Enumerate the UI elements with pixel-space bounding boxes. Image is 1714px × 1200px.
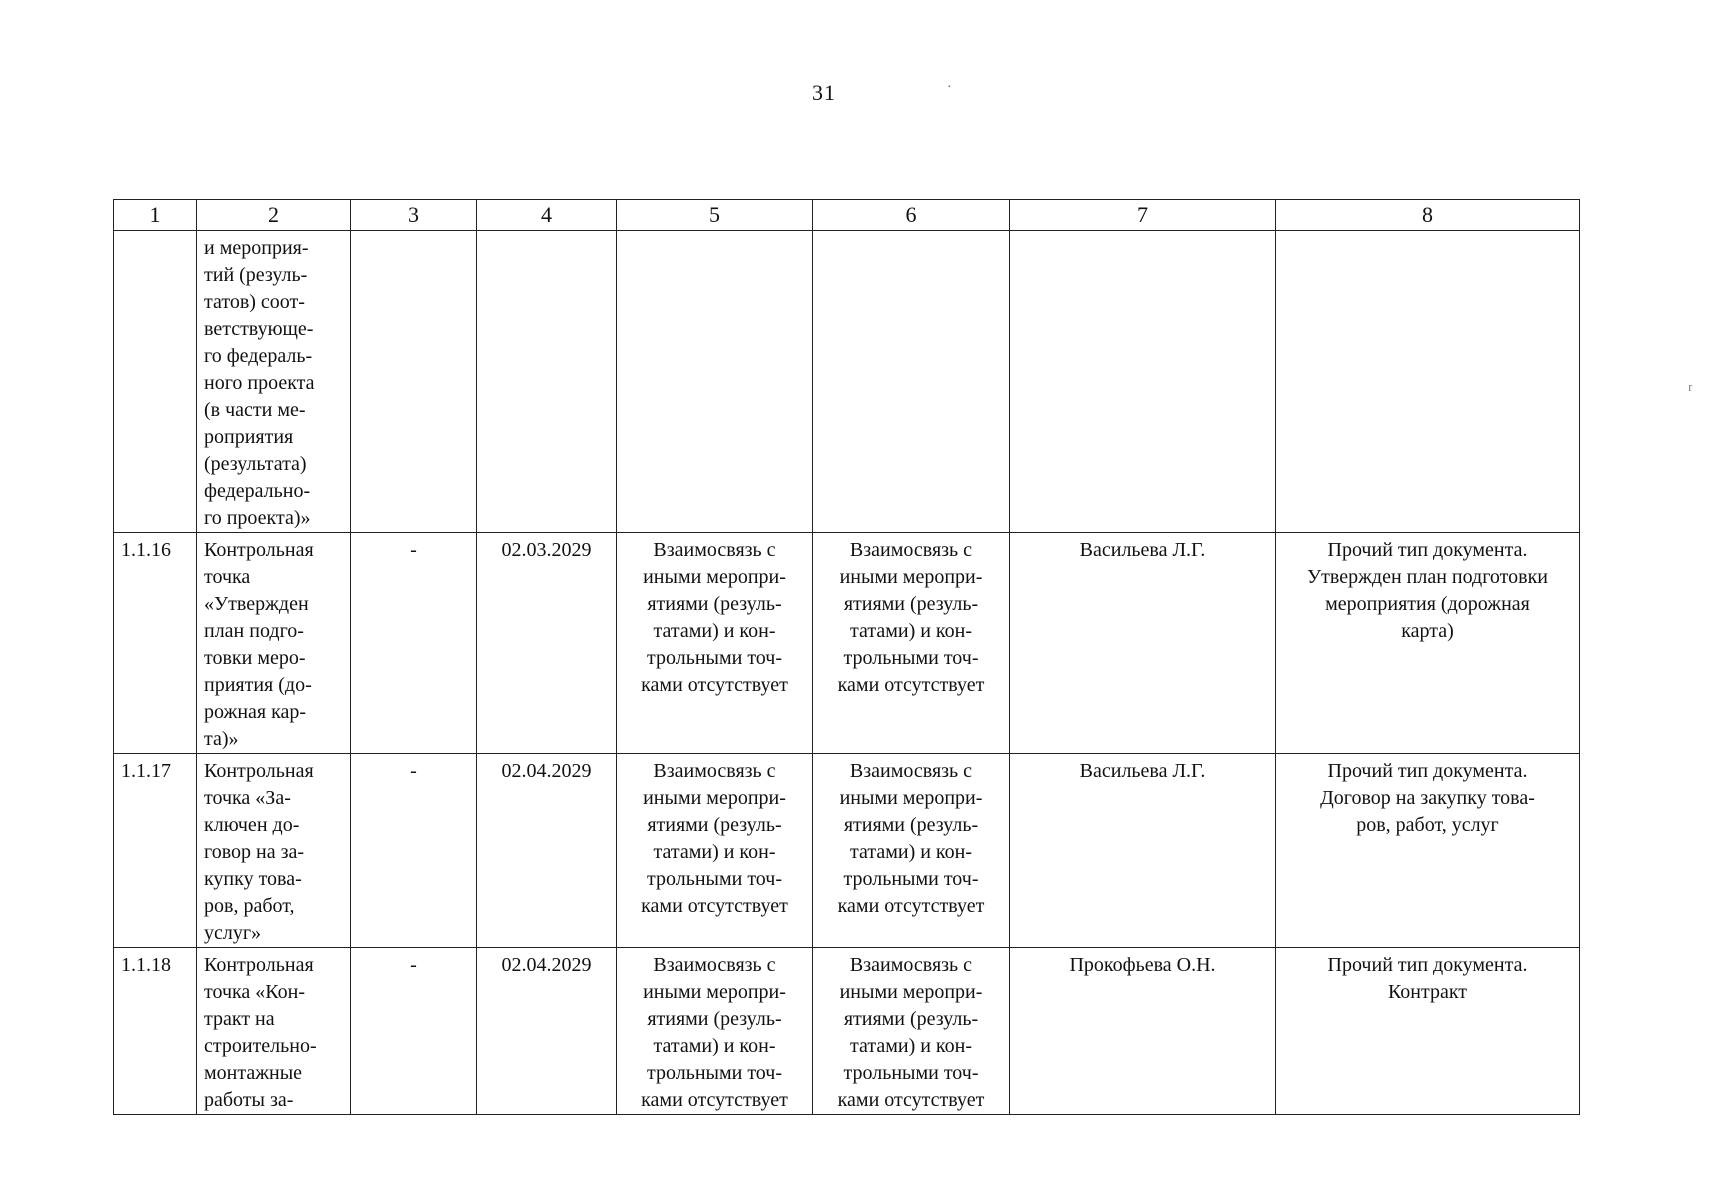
text-line: иными меропри- — [643, 787, 786, 809]
cell-responsible: Прокофьева О.Н. — [1010, 948, 1276, 1115]
cell-num — [114, 231, 197, 533]
text-line: (результата) — [204, 453, 307, 475]
text-line: роприятия — [204, 426, 294, 448]
text-line: приятия (до- — [204, 674, 312, 696]
header-cell-6: 6 — [813, 200, 1010, 231]
text-line: Контракт — [1387, 981, 1468, 1003]
text-line: Прочий тип документа. — [1327, 760, 1528, 782]
text-line: «Утвержден — [204, 593, 309, 615]
text-line: ного проекта — [204, 372, 315, 394]
text-line: ятиями (резуль- — [647, 1008, 782, 1030]
table-row — [114, 948, 1580, 1115]
cell-document — [1276, 948, 1580, 1115]
text-line: го федераль- — [204, 345, 313, 367]
text-line: ками отсутствует — [837, 1089, 985, 1111]
text-line: ятиями (резуль- — [647, 593, 782, 615]
header-row — [114, 200, 1580, 231]
text-line: Утвержден план подготовки — [1306, 566, 1549, 588]
text-line: татами) и кон- — [850, 841, 972, 863]
text-line: (в части ме- — [204, 399, 306, 421]
cell-name — [197, 533, 351, 754]
text-line: ров, работ, — [204, 895, 295, 917]
text-line: ками отсутствует — [641, 895, 788, 917]
text-line: Взаимосвязь с — [653, 539, 776, 561]
text-line: товки меро- — [204, 647, 306, 669]
text-line: иными меропри- — [839, 787, 983, 809]
text-line: иными меропри- — [839, 566, 983, 588]
cell-date: 02.04.2029 — [477, 754, 617, 948]
text-line: федерально- — [204, 480, 311, 502]
text-line: Взаимосвязь с — [849, 760, 973, 782]
text-line: иными меропри- — [643, 566, 786, 588]
cell-name — [197, 948, 351, 1115]
cell-col6 — [813, 754, 1010, 948]
cell-num: 1.1.16 — [114, 533, 197, 754]
text-line: Взаимосвязь с — [653, 760, 776, 782]
header-cell-7: 7 — [1010, 200, 1276, 231]
text-line: Прочий тип документа. — [1327, 954, 1528, 976]
text-line: трольными точ- — [843, 868, 979, 890]
table-row — [114, 754, 1580, 948]
text-line: та)» — [204, 728, 239, 750]
text-line: трольными точ- — [647, 868, 782, 890]
cell-responsible: Васильева Л.Г. — [1010, 533, 1276, 754]
header-cell-3: 3 — [351, 200, 477, 231]
text-line: го проекта)» — [204, 507, 311, 529]
text-line: Договор на закупку това- — [1320, 787, 1535, 809]
table-row-continuation — [114, 231, 1580, 533]
text-line: ров, работ, услуг — [1356, 814, 1499, 836]
text-line: Прочий тип документа. — [1327, 539, 1528, 561]
cell-date: 02.03.2029 — [477, 533, 617, 754]
cell-num: 1.1.17 — [114, 754, 197, 948]
text-line: иными меропри- — [643, 981, 786, 1003]
table-row — [114, 533, 1580, 754]
text-line: Взаимосвязь с — [849, 954, 973, 976]
text-line: карта) — [1401, 620, 1454, 642]
scan-speck: · — [947, 80, 952, 95]
text-line: татами) и кон- — [850, 1035, 972, 1057]
cell-responsible — [1010, 231, 1276, 533]
text-line: точка «За- — [204, 787, 291, 809]
cell-col6 — [813, 533, 1010, 754]
text-line: и мероприя- — [204, 237, 309, 259]
cell-date — [477, 231, 617, 533]
text-line: ятиями (резуль- — [647, 814, 782, 836]
text-line: точка — [204, 566, 251, 588]
header-cell-5: 5 — [617, 200, 813, 231]
plan-table — [113, 199, 1580, 1115]
text-line: план подго- — [204, 620, 304, 642]
cell-col6 — [813, 231, 1010, 533]
text-line: Контрольная — [204, 760, 314, 782]
text-line: Взаимосвязь с — [849, 539, 973, 561]
cell-date: 02.04.2029 — [477, 948, 617, 1115]
text-line: ками отсутствует — [837, 674, 985, 696]
cell-col3 — [351, 231, 477, 533]
cell-col3: - — [351, 948, 477, 1115]
text-line: ятиями (резуль- — [843, 593, 979, 615]
scan-mark: ᵣ — [1688, 372, 1693, 394]
text-line: строительно- — [204, 1035, 317, 1057]
text-line: татами) и кон- — [850, 620, 972, 642]
page-number: 31 — [812, 80, 836, 105]
text-line: иными меропри- — [839, 981, 983, 1003]
text-line: услуг» — [204, 922, 262, 944]
cell-document — [1276, 533, 1580, 754]
cell-col3: - — [351, 754, 477, 948]
header-cell-2: 2 — [197, 200, 351, 231]
text-line: говор на за- — [204, 841, 305, 863]
cell-col5 — [617, 754, 813, 948]
header-cell-1: 1 — [114, 200, 197, 231]
text-line: ятиями (резуль- — [843, 814, 979, 836]
cell-num: 1.1.18 — [114, 948, 197, 1115]
cell-col3: - — [351, 533, 477, 754]
text-line: монтажные — [204, 1062, 303, 1084]
text-line: трольными точ- — [647, 647, 782, 669]
cell-responsible: Васильева Л.Г. — [1010, 754, 1276, 948]
cell-name — [197, 754, 351, 948]
text-line: ками отсутствует — [837, 895, 985, 917]
text-line: татов) соот- — [204, 291, 305, 313]
cell-document — [1276, 231, 1580, 533]
cell-col5 — [617, 948, 813, 1115]
text-line: мероприятия (дорожная — [1325, 593, 1530, 615]
text-line: татами) и кон- — [653, 620, 776, 642]
text-line: трольными точ- — [843, 1062, 979, 1084]
text-line: Контрольная — [204, 954, 314, 976]
header-cell-4: 4 — [477, 200, 617, 231]
text-line: тий (резуль- — [204, 264, 308, 286]
text-line: ками отсутствует — [641, 674, 788, 696]
text-line: купку това- — [204, 868, 302, 890]
text-line: работы за- — [204, 1089, 294, 1111]
cell-col5 — [617, 533, 813, 754]
text-line: Взаимосвязь с — [653, 954, 776, 976]
text-line: ятиями (резуль- — [843, 1008, 979, 1030]
text-line: Контрольная — [204, 539, 314, 561]
cell-name — [197, 231, 351, 533]
text-line: ветствующе- — [204, 318, 314, 340]
text-line: татами) и кон- — [653, 1035, 776, 1057]
cell-document — [1276, 754, 1580, 948]
text-line: рожная кар- — [204, 701, 307, 723]
text-line: татами) и кон- — [653, 841, 776, 863]
cell-col5 — [617, 231, 813, 533]
text-line: точка «Кон- — [204, 981, 306, 1003]
cell-col6 — [813, 948, 1010, 1115]
text-line: трольными точ- — [647, 1062, 782, 1084]
text-line: ками отсутствует — [641, 1089, 788, 1111]
header-cell-8: 8 — [1276, 200, 1580, 231]
text-line: ключен до- — [204, 814, 300, 836]
text-line: тракт на — [204, 1008, 275, 1030]
text-line: трольными точ- — [843, 647, 979, 669]
